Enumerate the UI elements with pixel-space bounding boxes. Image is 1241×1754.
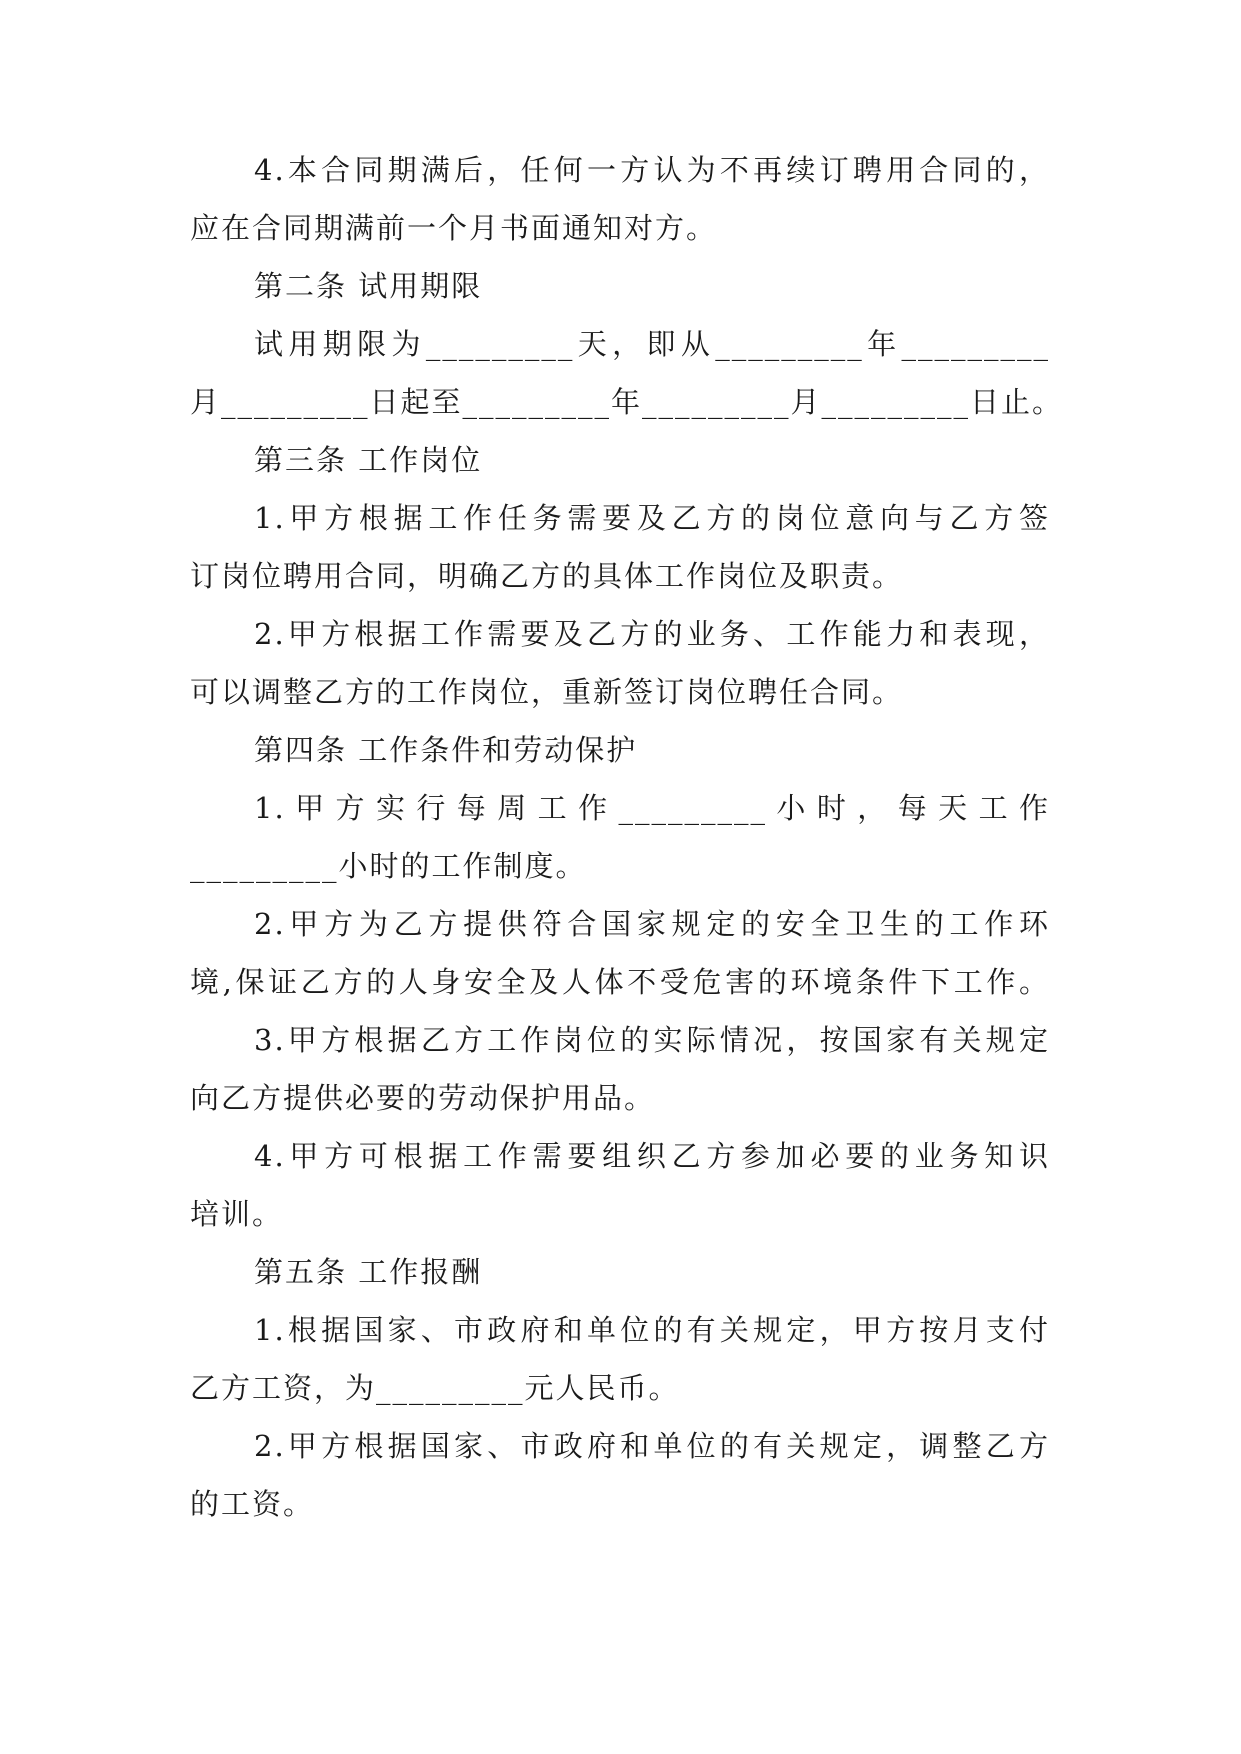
text-line: 2.甲方根据国家、市政府和单位的有关规定，调整乙方: [254, 1429, 1050, 1463]
text-line: 向乙方提供必要的劳动保护用品。: [190, 1081, 656, 1115]
text-line: 2.甲方为乙方提供符合国家规定的安全卫生的工作环: [254, 907, 1050, 941]
text-line: 的工资。: [190, 1487, 315, 1521]
text-line: 4.甲方可根据工作需要组织乙方参加必要的业务知识: [254, 1139, 1050, 1173]
text-line: 乙方工资，为_________元人民币。: [190, 1371, 680, 1405]
text-line: 境,保证乙方的人身安全及人体不受危害的环境条件下工作。: [190, 965, 1050, 999]
text-line: _________小时的工作制度。: [190, 849, 587, 883]
text-line: 培训。: [190, 1197, 284, 1231]
text-line: 2.甲方根据工作需要及乙方的业务、工作能力和表现，: [254, 617, 1050, 651]
section-heading: 第二条 试用期限: [254, 269, 483, 303]
text-line: 1.甲方实行每周工作_________小时，每天工作: [254, 791, 1050, 825]
text-line: 1.甲方根据工作任务需要及乙方的岗位意向与乙方签: [254, 501, 1050, 535]
text-line: 1.根据国家、市政府和单位的有关规定，甲方按月支付: [254, 1313, 1050, 1347]
section-heading: 第五条 工作报酬: [254, 1255, 483, 1289]
text-line: 应在合同期满前一个月书面通知对方。: [190, 211, 718, 245]
text-line: 4.本合同期满后，任何一方认为不再续订聘用合同的，: [254, 153, 1050, 187]
text-line: 月_________日起至_________年_________月_________日止。: [190, 385, 1064, 419]
text-line: 3.甲方根据乙方工作岗位的实际情况，按国家有关规定: [254, 1023, 1050, 1057]
text-line: 订岗位聘用合同，明确乙方的具体工作岗位及职责。: [190, 559, 904, 593]
text-line: 试用期限为_________天，即从_________年_________: [254, 327, 1050, 361]
section-heading: 第四条 工作条件和劳动保护: [254, 733, 638, 767]
text-line: 可以调整乙方的工作岗位，重新签订岗位聘任合同。: [190, 675, 904, 709]
section-heading: 第三条 工作岗位: [254, 443, 483, 477]
